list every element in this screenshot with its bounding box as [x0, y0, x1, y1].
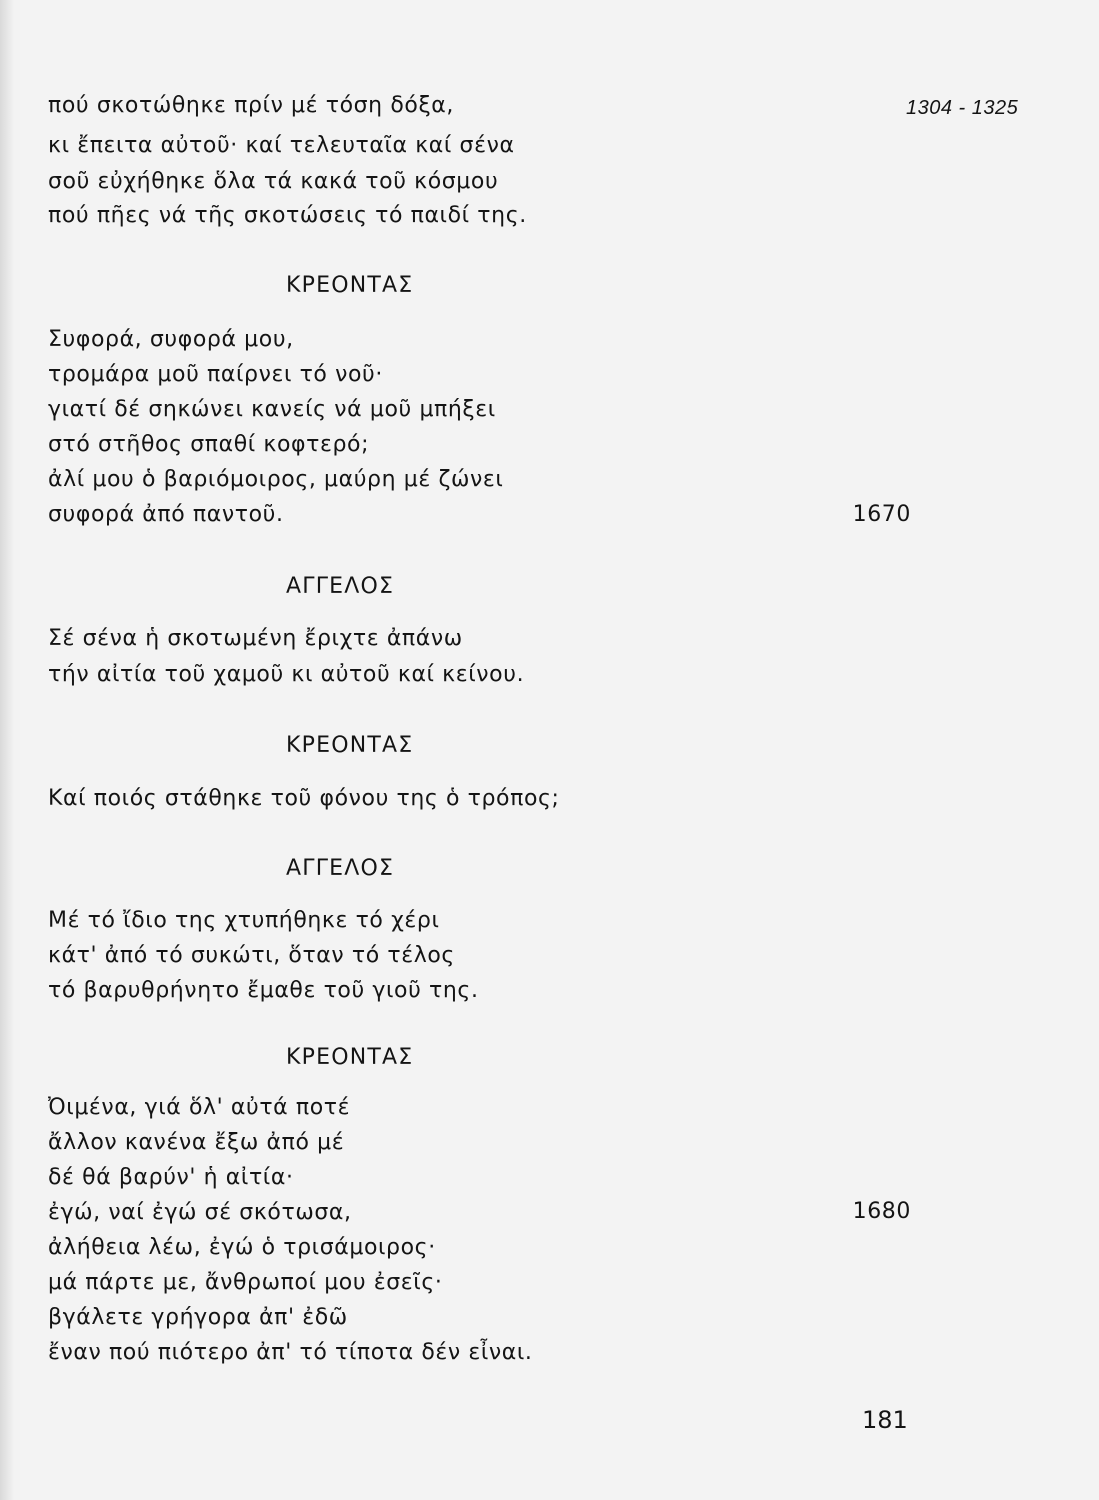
speaker-heading: ΑΓΓΕΛΟΣ: [286, 574, 395, 599]
speaker-heading: ΚΡΕΟΝΤΑΣ: [286, 273, 414, 298]
verse-line: ἔναν πού πιότερο ἀπ' τό τίποτα δέν εἶναι.: [48, 1340, 533, 1365]
page-edge-shadow: [0, 0, 14, 1500]
verse-line: ἐγώ, ναί ἐγώ σέ σκότωσα,: [48, 1200, 352, 1225]
speaker-heading: ΚΡΕΟΝΤΑΣ: [286, 1045, 414, 1070]
page-number: 181: [862, 1406, 908, 1434]
line-number: 1680: [852, 1199, 911, 1224]
verse-line: γιατί δέ σηκώνει κανείς νά μοῦ μπήξει: [48, 397, 496, 422]
line-range-header: 1304 - 1325: [906, 97, 1019, 119]
verse-line: τήν αἰτία τοῦ χαμοῦ κι αὐτοῦ καί κείνου.: [48, 662, 525, 687]
verse-line: βγάλετε γρήγορα ἀπ' ἐδῶ: [48, 1305, 348, 1330]
verse-line: συφορά ἀπό παντοῦ.: [48, 502, 284, 527]
speaker-heading: ΑΓΓΕΛΟΣ: [286, 856, 395, 881]
verse-line: πού πῆες νά τῆς σκοτώσεις τό παιδί της.: [48, 203, 527, 228]
verse-line: Ὀιμένα, γιά ὅλ' αὐτά ποτέ: [48, 1095, 351, 1120]
line-number: 1670: [852, 502, 911, 527]
verse-line: δέ θά βαρύν' ἡ αἰτία·: [48, 1165, 294, 1190]
verse-line: Καί ποιός στάθηκε τοῦ φόνου της ὁ τρόπος;: [48, 786, 560, 811]
verse-line: ἄλλον κανένα ἔξω ἀπό μέ: [48, 1130, 345, 1155]
verse-line: κι ἔπειτα αὐτοῦ· καί τελευταῖα καί σένα: [48, 133, 515, 158]
verse-line: Μέ τό ἴδιο της χτυπήθηκε τό χέρι: [48, 908, 440, 933]
verse-line: σοῦ εὐχήθηκε ὅλα τά κακά τοῦ κόσμου: [48, 169, 499, 194]
verse-line: στό στῆθος σπαθί κοφτερό;: [48, 432, 370, 457]
speaker-heading: ΚΡΕΟΝΤΑΣ: [286, 733, 414, 758]
verse-line: κάτ' ἀπό τό συκώτι, ὅταν τό τέλος: [48, 943, 455, 968]
verse-line: τρομάρα μοῦ παίρνει τό νοῦ·: [48, 362, 383, 387]
verse-line: Σέ σένα ἡ σκοτωμένη ἔριχτε ἀπάνω: [48, 626, 463, 651]
verse-line: Συφορά, συφορά μου,: [48, 327, 294, 352]
verse-line: μά πάρτε με, ἄνθρωποί μου ἐσεῖς·: [48, 1270, 443, 1295]
verse-line: τό βαρυθρήνητο ἔμαθε τοῦ γιοῦ της.: [48, 978, 479, 1003]
verse-line: πού σκοτώθηκε πρίν μέ τόση δόξα,: [48, 93, 455, 118]
verse-line: ἀλί μου ὁ βαριόμοιρος, μαύρη μέ ζώνει: [48, 467, 504, 492]
verse-line: ἀλήθεια λέω, ἐγώ ὁ τρισάμοιρος·: [48, 1235, 436, 1260]
